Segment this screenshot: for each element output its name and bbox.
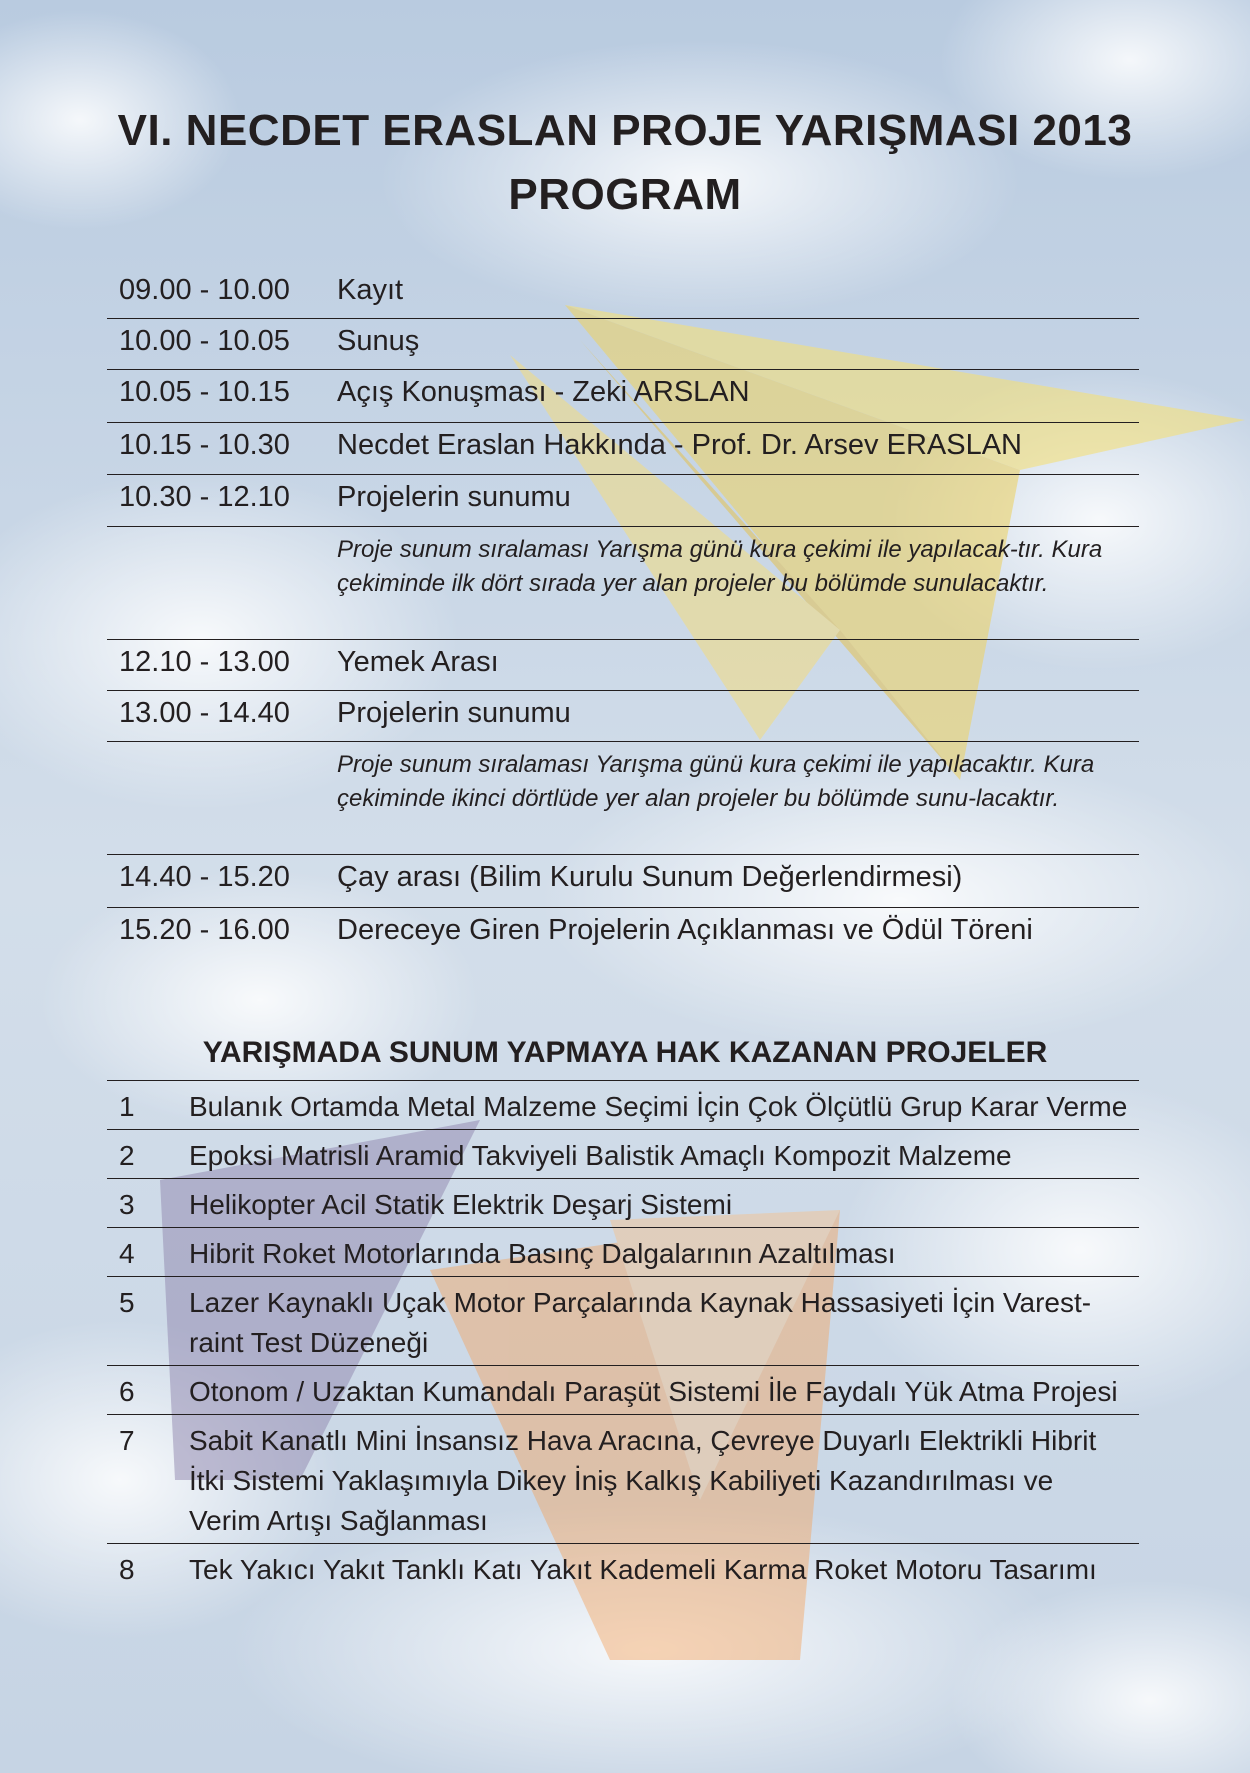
project-title: Tek Yakıcı Yakıt Tanklı Katı Yakıt Kademeli Karma Roket Motoru Tasarımı: [189, 1554, 1097, 1585]
project-title: Sabit Kanatlı Mini İnsansız Hava Aracına, Çevreye Duyarlı Elektrikli Hibrit İtki Sistemi Yaklaşımıyla Dikey İniş Kalkış Kabiliyeti Kazandırılması ve Verim Artışı Sağlanması: [189, 1425, 1097, 1536]
schedule-time: 09.00 - 10.00: [119, 274, 290, 306]
project-number: 8: [119, 1554, 135, 1585]
project-row: [107, 1544, 1139, 1592]
schedule-row: [107, 691, 1139, 742]
project-number: 1: [119, 1091, 135, 1122]
project-number: 6: [119, 1376, 135, 1407]
schedule-row: [107, 319, 1139, 370]
schedule-time: 15.20 - 16.00: [119, 914, 290, 946]
page-title: VI. NECDET ERASLAN PROJE YARIŞMASI 2013: [117, 106, 1133, 155]
schedule-time: 14.40 - 15.20: [119, 861, 290, 893]
schedule-row: [107, 855, 1139, 908]
schedule-time: 10.05 - 10.15: [119, 376, 290, 408]
project-row: [107, 1415, 1139, 1544]
schedule-row: [107, 423, 1139, 475]
project-number: 3: [119, 1189, 135, 1220]
schedule-time: 10.30 - 12.10: [119, 481, 290, 513]
project-number: 5: [119, 1287, 135, 1318]
schedule-note: Proje sunum sıralaması Yarışma günü kura çekimi ile yapılacaktır. Kura çekiminde ikinci dörtlüde yer alan projeler bu bölümde sunu-lacaktır.: [337, 751, 1095, 812]
project-number: 2: [119, 1140, 135, 1171]
schedule-label: Projelerin sunumu: [337, 481, 571, 513]
project-row: [107, 1366, 1139, 1415]
schedule-label: Dereceye Giren Projelerin Açıklanması ve Ödül Töreni: [337, 914, 1033, 946]
schedule-row: [107, 370, 1139, 423]
schedule-label: Yemek Arası: [337, 646, 499, 678]
schedule-label: Projelerin sunumu: [337, 697, 571, 729]
schedule-label: Çay arası (Bilim Kurulu Sunum Değerlendirmesi): [337, 861, 963, 893]
project-number: 7: [119, 1425, 135, 1456]
schedule-label: Sunuş: [337, 325, 420, 357]
project-number: 4: [119, 1238, 135, 1269]
schedule-label: Necdet Eraslan Hakkında - Prof. Dr. Arsev ERASLAN: [337, 429, 1022, 461]
schedule-row: [107, 268, 1139, 319]
project-title: Epoksi Matrisli Aramid Takviyeli Balistik Amaçlı Kompozit Malzeme: [189, 1140, 1012, 1171]
project-title: Lazer Kaynaklı Uçak Motor Parçalarında Kaynak Hassasiyeti İçin Varest-raint Test Düzeneği: [189, 1287, 1092, 1358]
projects-table: [107, 1080, 1139, 1592]
schedule-time: 10.15 - 10.30: [119, 429, 290, 461]
schedule-row: [107, 640, 1139, 691]
projects-heading: YARIŞMADA SUNUM YAPMAYA HAK KAZANAN PROJELER: [202, 1036, 1048, 1069]
schedule-note: Proje sunum sıralaması Yarışma günü kura çekimi ile yapılacak-tır. Kura çekiminde ilk dört sırada yer alan projeler bu bölümde sunulacaktır.: [337, 536, 1103, 597]
schedule-row: [107, 475, 1139, 527]
page-subtitle: PROGRAM: [508, 170, 742, 219]
schedule-time: 10.00 - 10.05: [119, 325, 290, 357]
schedule-note-row: [107, 742, 1139, 855]
project-row: [107, 1228, 1139, 1277]
schedule-row: [107, 908, 1139, 960]
schedule-note-row: [107, 527, 1139, 640]
project-title: Hibrit Roket Motorlarında Basınç Dalgalarının Azaltılması: [189, 1238, 896, 1269]
project-row: [107, 1081, 1139, 1130]
project-title: Helikopter Acil Statik Elektrik Deşarj Sistemi: [189, 1189, 733, 1220]
project-title: Otonom / Uzaktan Kumandalı Paraşüt Sistemi İle Faydalı Yük Atma Projesi: [189, 1376, 1118, 1407]
schedule-time: 12.10 - 13.00: [119, 646, 290, 678]
project-row: [107, 1130, 1139, 1179]
schedule-time: 13.00 - 14.40: [119, 697, 290, 729]
project-row: [107, 1277, 1139, 1366]
project-title: Bulanık Ortamda Metal Malzeme Seçimi İçin Çok Ölçütlü Grup Karar Verme: [189, 1091, 1128, 1122]
schedule-table: [107, 268, 1139, 960]
schedule-label: Kayıt: [337, 274, 404, 306]
schedule-label: Açış Konuşması - Zeki ARSLAN: [337, 376, 750, 408]
project-row: [107, 1179, 1139, 1228]
